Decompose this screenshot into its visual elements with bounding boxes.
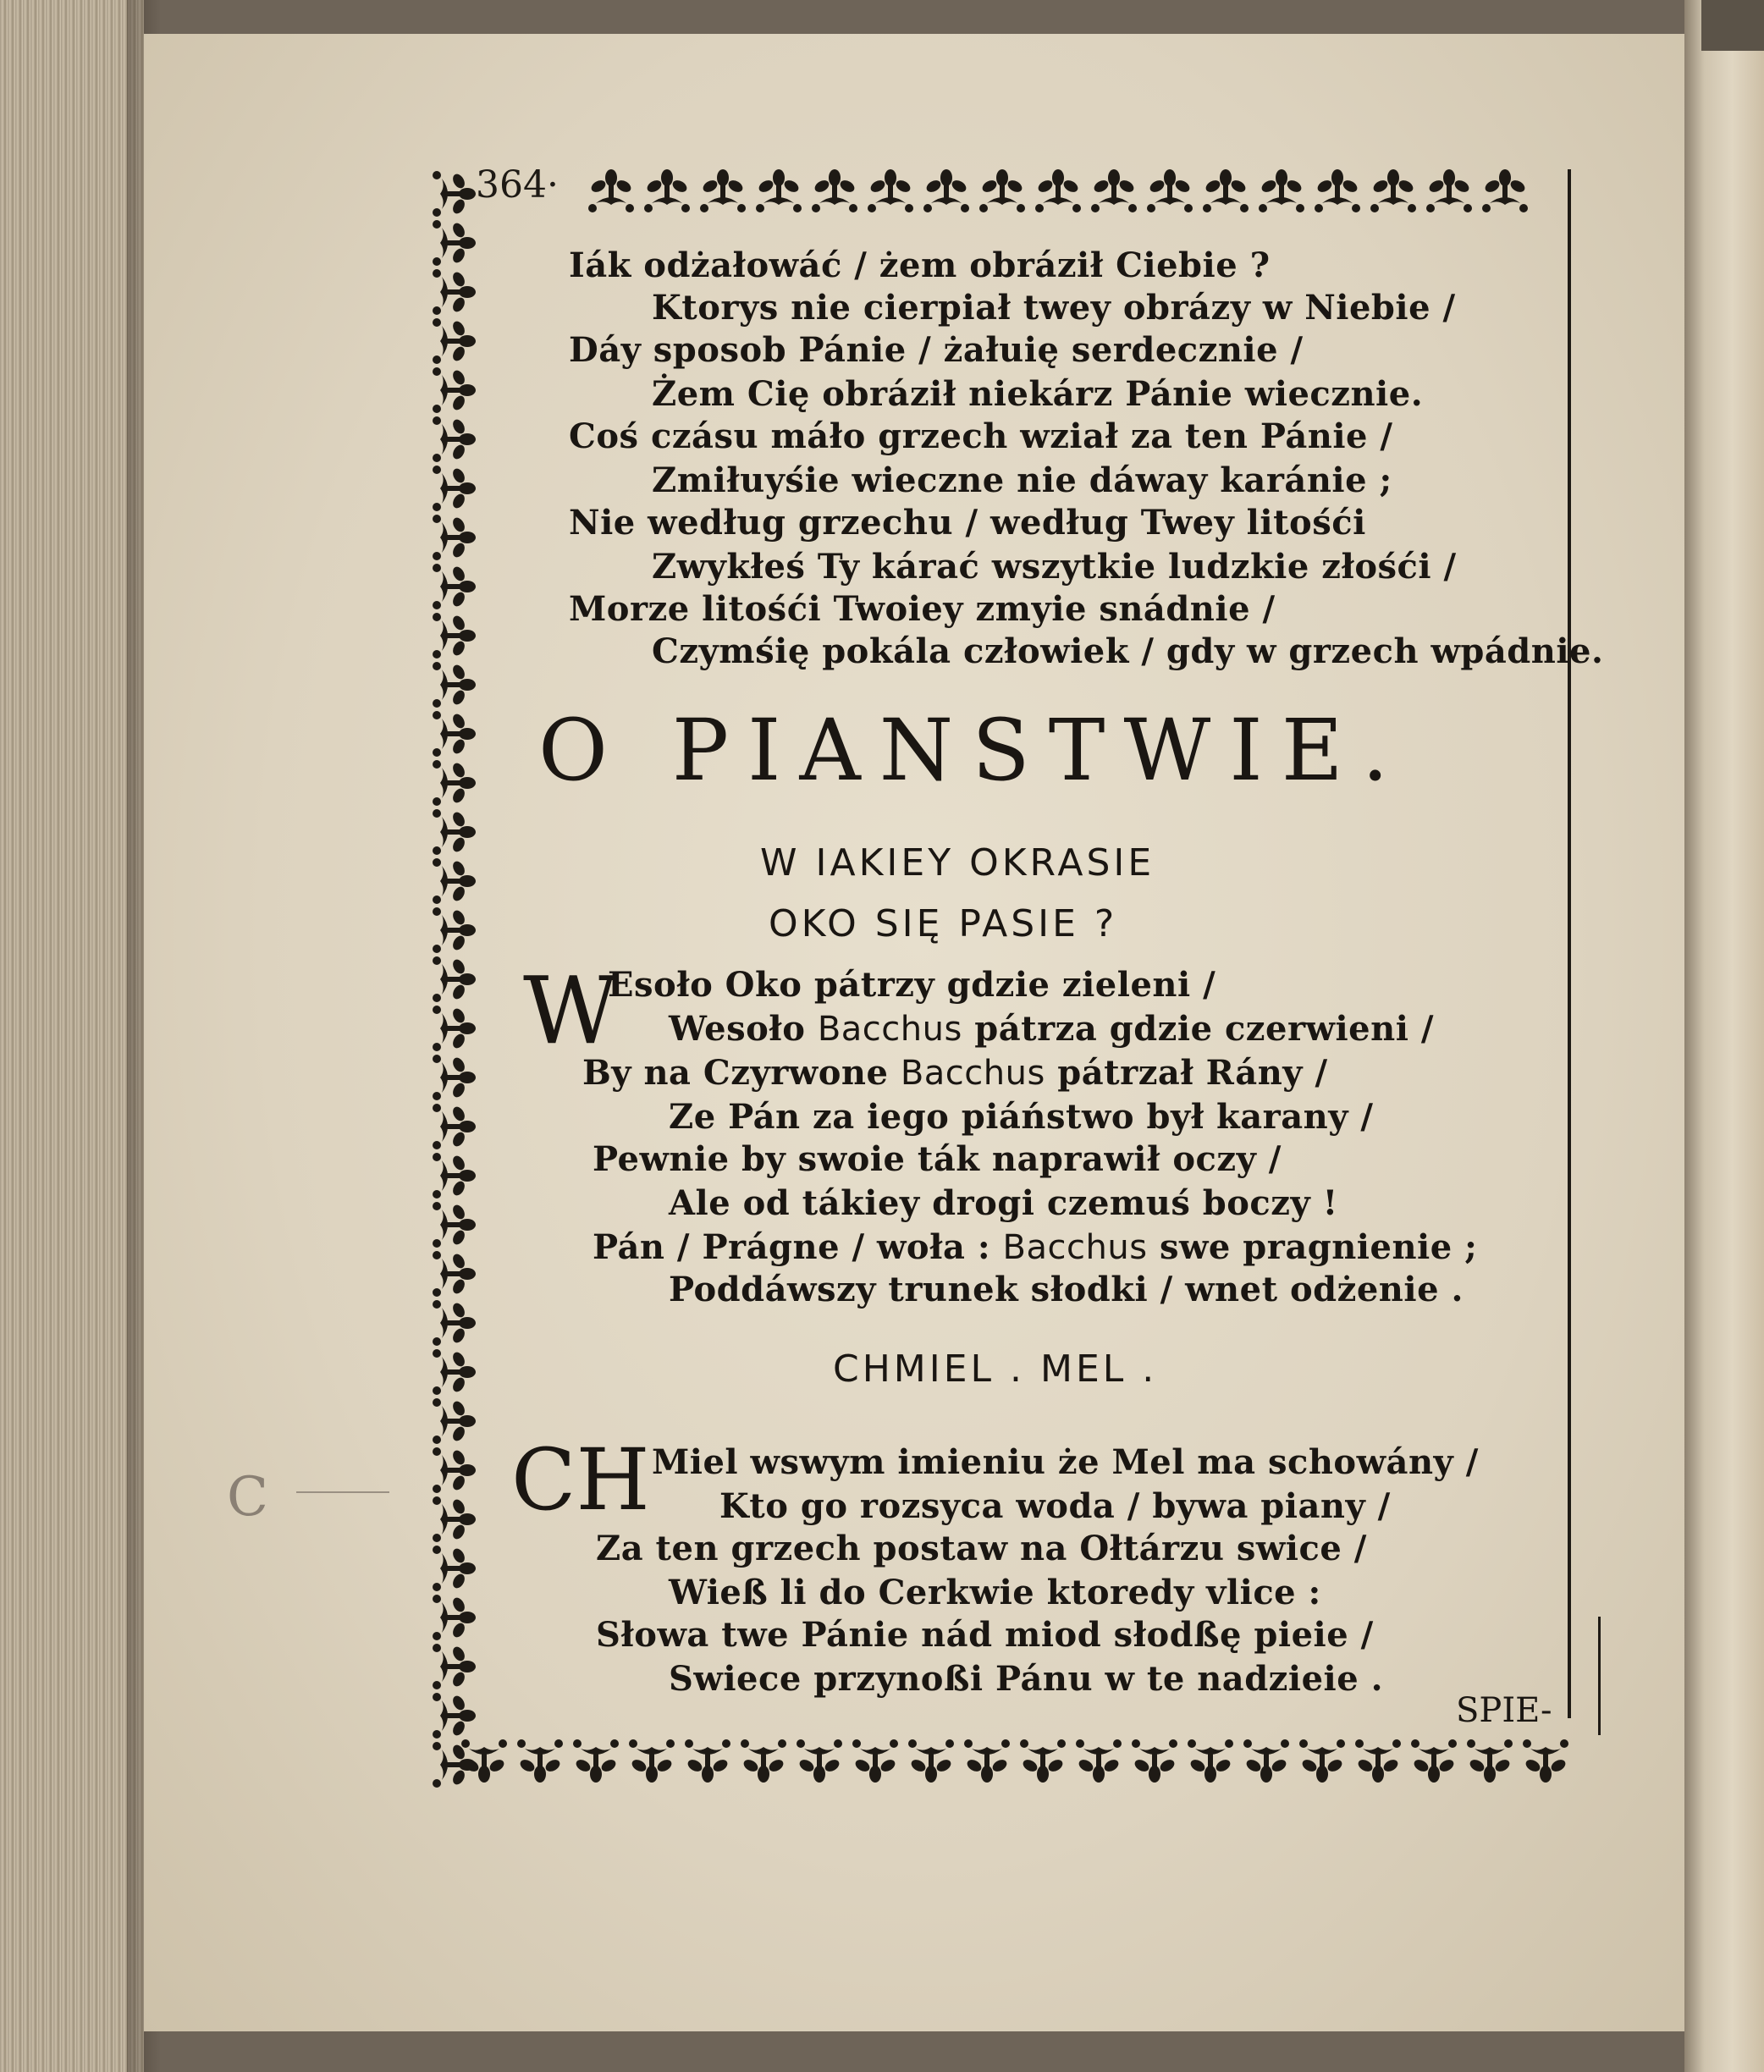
verse-line: Zwykłeś Ty kárać wszytkie ludzkie złośći /: [652, 547, 1457, 587]
fleuron-ornament: [427, 415, 482, 464]
fleuron-ornament: [919, 166, 973, 215]
fleuron-ornament: [625, 1737, 679, 1786]
fleuron-ornament: [1463, 1737, 1517, 1786]
drop-capital: CH: [511, 1430, 650, 1529]
fleuron-ornament: [427, 1249, 482, 1298]
verse-line: Nie według grzechu / według Twey litośći: [569, 503, 1366, 543]
fleuron-ornament: [1295, 1737, 1349, 1786]
fleuron-ornament: [427, 513, 482, 562]
fleuron-ornament: [427, 955, 482, 1004]
verse-line: Pewnie by swoie ták naprawił oczy /: [593, 1139, 1282, 1179]
fleuron-ornament: [1183, 1737, 1238, 1786]
fleuron-ornament: [427, 1397, 482, 1446]
fleuron-ornament: [975, 166, 1029, 215]
fleuron-ornament: [1478, 166, 1532, 215]
margin-pencil-dash: [296, 1491, 389, 1493]
verse-line: Ktorys nie cierpiał twey obrázy w Niebie /: [652, 288, 1456, 328]
fleuron-ornament: [427, 317, 482, 366]
verse-line: Miel wswym imieniu że Mel ma schowány /: [652, 1442, 1479, 1482]
fleuron-ornament: [427, 1151, 482, 1200]
fleuron-ornament: [427, 1642, 482, 1691]
verse-line: Za ten grzech postaw na Ołtárzu swice /: [596, 1529, 1367, 1568]
section-subtitle: OKO SIĘ PASIE ?: [769, 902, 1118, 945]
verse-line: Czymśię pokála człowiek / gdy w grzech wpádnie.: [652, 631, 1604, 671]
fleuron-ornament: [427, 660, 482, 709]
fleuron-ornament: [1031, 166, 1085, 215]
verse-line: Swiece przynoßi Pánu w te nadzieie .: [669, 1659, 1384, 1699]
fleuron-ornament: [904, 1737, 958, 1786]
fleuron-ornament: [427, 366, 482, 415]
fleuron-ornament: [640, 166, 694, 215]
verse-line: Kto go rozsyca woda / bywa piany /: [719, 1486, 1391, 1526]
catchword: SPIE-: [1456, 1691, 1552, 1730]
fleuron-ornament: [696, 166, 750, 215]
fleuron-ornament: [736, 1737, 791, 1786]
fleuron-ornament: [457, 1737, 511, 1786]
fleuron-ornament: [427, 1200, 482, 1249]
fleuron-ornament: [1351, 1737, 1405, 1786]
fleuron-ornament: [584, 166, 638, 215]
verse-line: Morze litośći Twoiey zmyie snádnie /: [569, 589, 1276, 629]
fleuron-ornament: [569, 1737, 623, 1786]
fleuron-ornament: [427, 1102, 482, 1151]
fleuron-ornament: [427, 807, 482, 857]
fleuron-ornament: [752, 166, 806, 215]
fleuron-ornament: [427, 857, 482, 906]
fleuron-ornament: [1199, 166, 1253, 215]
fleuron-ornament: [427, 709, 482, 758]
verse-line: Żem Cię obráził niekárz Pánie wiecznie.: [652, 374, 1424, 414]
fleuron-ornament: [1143, 166, 1197, 215]
fleuron-ornament: [427, 562, 482, 611]
verse-line: Słowa twe Pánie nád miod słodßę pieie /: [596, 1615, 1374, 1655]
fleuron-ornament: [1254, 166, 1309, 215]
frame-right-rule-lower: [1598, 1617, 1601, 1735]
fleuron-ornament: [792, 1737, 846, 1786]
drop-capital: W: [523, 956, 620, 1065]
fleuron-ornament: [427, 611, 482, 660]
page-number: 364·: [476, 163, 559, 207]
book-gutter: [1684, 0, 1764, 2072]
fleuron-ornament: [427, 464, 482, 513]
fleuron-ornament: [1366, 166, 1420, 215]
section-subtitle: W IAKIEY OKRASIE: [760, 841, 1155, 884]
fleuron-ornament: [427, 218, 482, 267]
fleuron-ornament: [1519, 1737, 1573, 1786]
fleuron-ornament: [1310, 166, 1364, 215]
verse-line: Esoło Oko pátrzy gdzie zieleni /: [608, 965, 1216, 1005]
frame-right-rule: [1568, 169, 1571, 1718]
fleuron-ornament: [427, 1691, 482, 1740]
fleuron-ornament: [427, 1347, 482, 1397]
fleuron-ornament: [427, 1593, 482, 1642]
fleuron-ornament: [848, 1737, 902, 1786]
fleuron-ornament: [1422, 166, 1476, 215]
fleuron-ornament: [1407, 1737, 1461, 1786]
verse-line: Poddáwszy trunek słodki / wnet odżenie .: [669, 1270, 1464, 1309]
margin-pencil-mark: C: [227, 1466, 268, 1529]
fleuron-ornament: [427, 267, 482, 317]
fleuron-ornament: [427, 758, 482, 807]
section-heading: O PIANSTWIE.: [538, 701, 1408, 800]
book-page-edges: [0, 0, 144, 2072]
fleuron-ornament: [1087, 166, 1141, 215]
fleuron-ornament: [1127, 1737, 1182, 1786]
verse-line: Pán / Prágne / woła : Bacchus swe pragnienie ;: [593, 1227, 1478, 1267]
fleuron-ornament: [427, 1004, 482, 1053]
verse-line: Iák odżałowáć / żem obráził Ciebie ?: [569, 245, 1271, 285]
fleuron-ornament: [1016, 1737, 1070, 1786]
fleuron-ornament: [427, 1446, 482, 1495]
verse-line: Coś czásu máło grzech wział za ten Pánie /: [569, 416, 1393, 456]
fleuron-ornament: [1072, 1737, 1126, 1786]
fleuron-ornament: [427, 169, 482, 218]
fleuron-ornament: [960, 1737, 1014, 1786]
fleuron-ornament: [427, 1495, 482, 1544]
fleuron-ornament: [808, 166, 862, 215]
fleuron-ornament: [427, 906, 482, 955]
verse-line: Ze Pán za iego piáństwo był karany /: [669, 1097, 1374, 1137]
section-heading-2: CHMIEL . MEL .: [833, 1347, 1158, 1391]
fleuron-ornament: [863, 166, 918, 215]
fleuron-ornament: [427, 1053, 482, 1102]
verse-line: Zmiłuyśie wieczne nie dáway karánie ;: [652, 460, 1392, 500]
fleuron-ornament: [1239, 1737, 1293, 1786]
fleuron-ornament: [427, 1298, 482, 1347]
verse-line: Ale od tákiey drogi czemuś boczy !: [669, 1183, 1338, 1223]
fleuron-ornament: [427, 1544, 482, 1593]
verse-line: Dáy sposob Pánie / żałuię serdecznie /: [569, 330, 1304, 370]
verse-line: Wesoło Bacchus pátrza gdzie czerwieni /: [669, 1009, 1434, 1049]
fleuron-ornament: [681, 1737, 735, 1786]
verse-line: Wieß li do Cerkwie ktoredy vlice :: [669, 1573, 1321, 1612]
next-page-edge: [1701, 0, 1764, 51]
fleuron-ornament: [513, 1737, 567, 1786]
verse-line: By na Czyrwone Bacchus pátrzał Rány /: [582, 1053, 1328, 1093]
